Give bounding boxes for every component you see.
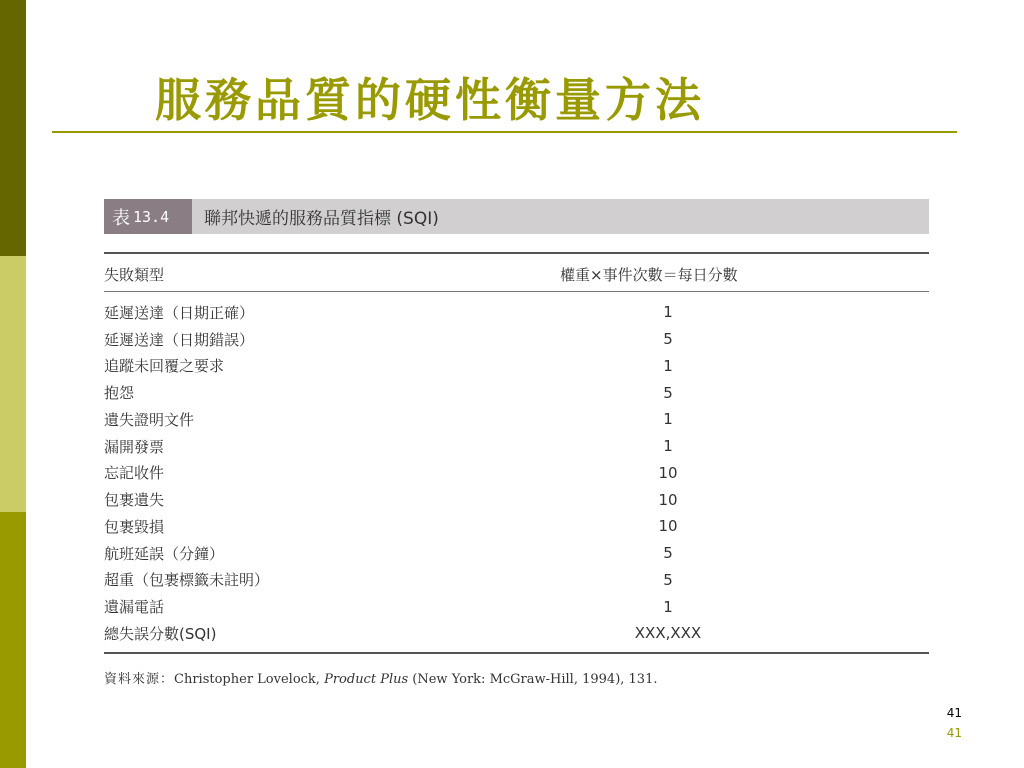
left-bar-olive xyxy=(0,512,26,768)
page-number-footer: 41 xyxy=(946,726,962,740)
row-value: 1 xyxy=(663,303,673,322)
table-tag-word: 表 xyxy=(112,207,130,229)
row-label: 延遲送達（日期錯誤） xyxy=(104,330,255,349)
table-caption: 聯邦快遞的服務品質指標 (SQI) xyxy=(204,209,439,229)
table-bottom-rule xyxy=(104,652,929,654)
row-label: 忘記收件 xyxy=(104,464,165,483)
table-row xyxy=(104,540,929,567)
table-body xyxy=(104,299,929,647)
row-value: 10 xyxy=(658,490,678,509)
row-value: 5 xyxy=(663,544,673,563)
row-label: 航班延誤（分鐘） xyxy=(104,544,225,563)
row-value: 10 xyxy=(658,463,678,482)
row-value: 1 xyxy=(663,410,673,429)
row-value: 10 xyxy=(658,517,678,536)
row-value: 1 xyxy=(663,356,673,375)
table-row xyxy=(104,567,929,594)
row-value: 5 xyxy=(663,570,673,589)
table-caption-bar xyxy=(104,199,929,234)
table-row xyxy=(104,486,929,513)
left-bar-light xyxy=(0,256,26,512)
table-row xyxy=(104,406,929,433)
row-label: 延遲送達（日期正確） xyxy=(104,303,255,322)
row-label: 追蹤未回覆之要求 xyxy=(104,357,225,376)
row-label: 總失誤分數(SQI) xyxy=(104,624,217,643)
source-details: (New York: McGraw-Hill, 1994), 131. xyxy=(408,672,658,687)
table-header-rule xyxy=(104,291,929,292)
table-row xyxy=(104,353,929,380)
source-author: Christopher Lovelock, xyxy=(174,672,325,687)
title-underline xyxy=(52,131,957,133)
page-number: 41 xyxy=(946,706,962,720)
column-header-score: 權重×事件次數＝每日分數 xyxy=(560,266,738,284)
table-top-rule xyxy=(104,252,929,254)
row-value: 5 xyxy=(663,383,673,402)
table-row xyxy=(104,299,929,326)
row-label: 遺失證明文件 xyxy=(104,410,195,429)
table-row xyxy=(104,460,929,487)
source-note xyxy=(104,668,657,687)
row-label: 超重（包裹標籤未註明） xyxy=(104,571,270,590)
table-row xyxy=(104,513,929,540)
table-row xyxy=(104,433,929,460)
row-value: XXX,XXX xyxy=(634,624,702,643)
table-number-tag xyxy=(104,199,192,234)
row-label: 遺漏電話 xyxy=(104,598,165,617)
table-row-total xyxy=(104,620,929,647)
row-value: 1 xyxy=(663,437,673,456)
table-row xyxy=(104,593,929,620)
table-row xyxy=(104,326,929,353)
row-label: 包裹遺失 xyxy=(104,491,165,510)
column-header-failure-type: 失敗類型 xyxy=(104,266,165,284)
row-value: 5 xyxy=(663,330,673,349)
row-value: 1 xyxy=(663,597,673,616)
row-label: 抱怨 xyxy=(104,384,135,403)
source-book: Product Plus xyxy=(324,672,409,687)
left-bar-dark xyxy=(0,0,26,256)
slide-title: 服務品質的硬性衡量方法 xyxy=(155,73,705,127)
table-row xyxy=(104,379,929,406)
row-label: 漏開發票 xyxy=(104,437,165,456)
table-tag-number: 13.4 xyxy=(133,207,170,226)
row-label: 包裹毀損 xyxy=(104,517,165,536)
source-label: 資料來源： xyxy=(104,672,175,687)
